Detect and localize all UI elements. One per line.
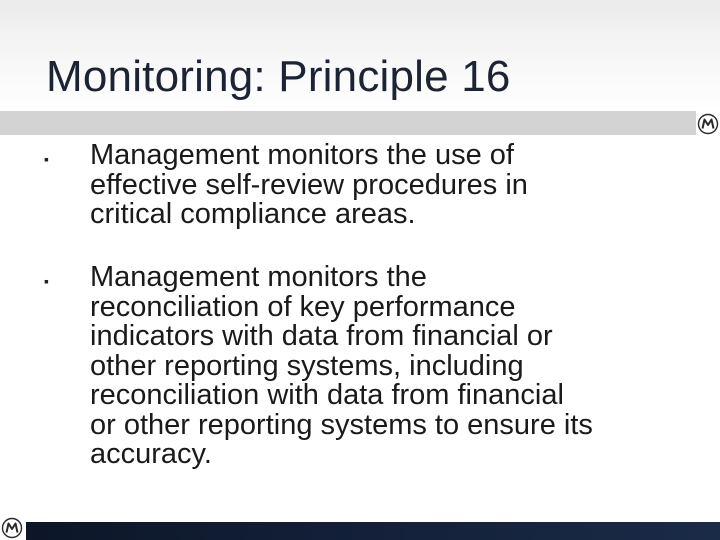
slide-title: Monitoring: Principle 16 bbox=[46, 52, 511, 101]
bullet-2-line-3: indicators with data from financial or bbox=[90, 320, 553, 352]
m-circle-logo-icon bbox=[697, 113, 719, 135]
footer-bar bbox=[26, 522, 720, 540]
bullet-1-line-3: critical compliance areas. bbox=[90, 198, 416, 230]
bullet-2-line-1: Management monitors the bbox=[90, 261, 427, 293]
title-divider-bar bbox=[0, 111, 696, 135]
bullet-2-line-6: or other reporting systems to ensure its bbox=[90, 408, 593, 441]
bullet-2-line-5: reconciliation with data from financial bbox=[90, 379, 564, 411]
bullet-text-2 bbox=[90, 263, 690, 470]
bullet-2-line-4: other reporting systems, including bbox=[90, 349, 524, 382]
bullet-marker: ▪ bbox=[44, 151, 49, 167]
bullet-text-1 bbox=[90, 141, 690, 230]
bullet-marker: ▪ bbox=[44, 273, 49, 289]
m-circle-logo-icon bbox=[1, 517, 23, 539]
bullet-1-line-2: effective self-review procedures in bbox=[90, 168, 528, 201]
bullet-2-line-7: accuracy. bbox=[90, 438, 212, 470]
bullet-1-line-1: Management monitors the use of bbox=[90, 139, 514, 171]
bullet-2-line-2: reconciliation of key performance bbox=[90, 290, 516, 323]
